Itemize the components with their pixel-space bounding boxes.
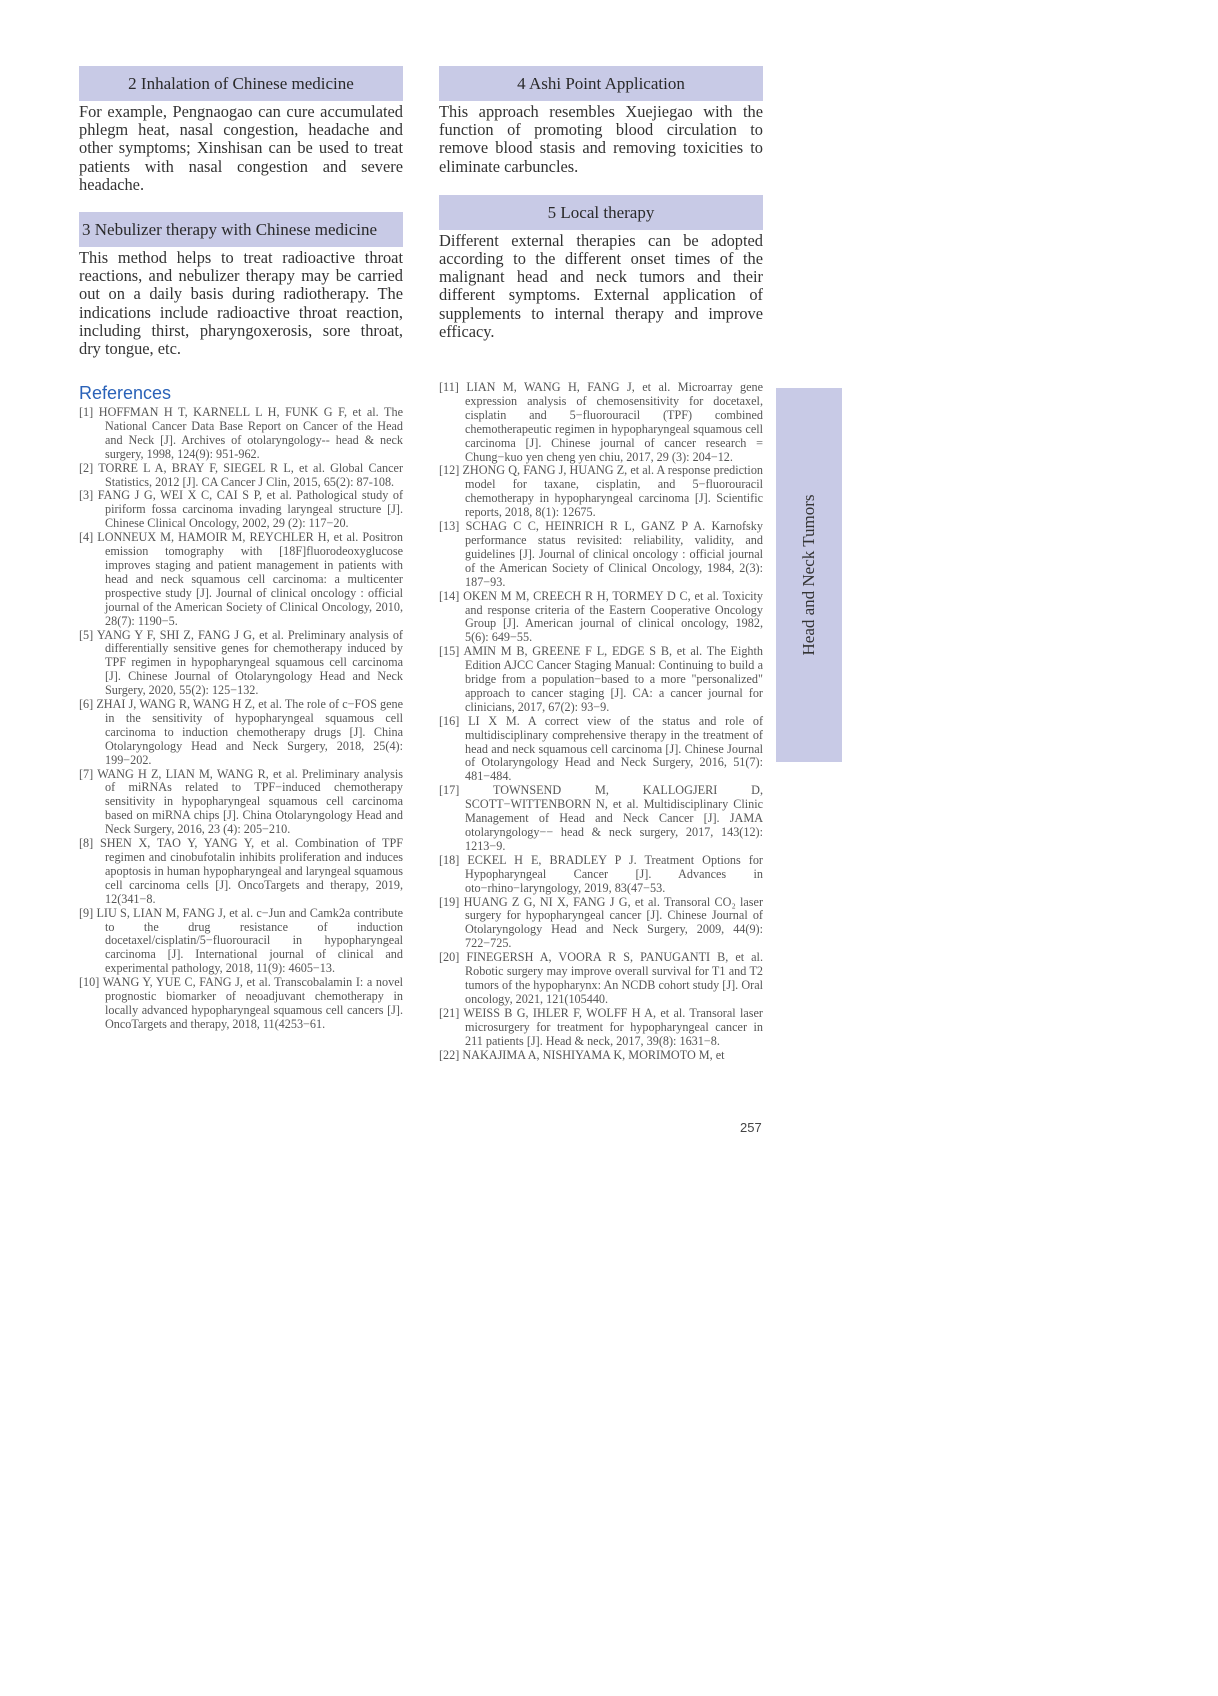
reference-text: SCHAG C C, HEINRICH R L, GANZ P A. Karnofsky performance status revisited: reliability, validity, and guidelines [J]. Journal of clinical oncology : official journal of the American Society of Clinical Oncology, 1984, 2(3): 187−93. <box>465 519 763 589</box>
reference-number: [1] <box>79 405 94 419</box>
reference-item <box>439 1007 763 1049</box>
reference-text: SHEN X, TAO Y, YANG Y, et al. Combination of TPF regimen and cinobufotalin inhibits proliferation and induces apoptosis in human hypopharyngeal and laryngeal squamous cell carcinoma cells [J]. OncoTargets and therapy, 2019, 12(341−8. <box>99 836 403 906</box>
reference-number: [3] <box>79 488 94 503</box>
reference-text: TORRE L A, BRAY F, SIEGEL R L, et al. Global Cancer Statistics, 2012 [J]. CA Cancer J Clin, 2015, 65(2): 87-108. <box>98 460 403 489</box>
side-tab <box>776 388 842 762</box>
reference-item <box>79 462 403 490</box>
right-column <box>439 66 763 341</box>
section-heading-nebulizer: 3 Nebulizer therapy with Chinese medicine <box>79 212 403 247</box>
side-tab-label: Head and Neck Tumors <box>799 494 818 656</box>
reference-text: LIAN M, WANG H, FANG J, et al. Microarray gene expression analysis of chemosensitivity for docetaxel, cisplatin and 5−fluorouracil (TPF) combined chemotherapeutic regimen in hypopharyngeal squamous cell carcinoma [J]. Chinese journal of cancer research = Chung−kuo yen cheng yen chiu, 2017, 29 (3): 204−12. <box>465 380 764 464</box>
reference-text: ZHAI J, WANG R, WANG H Z, et al. The role of c−FOS gene in the sensitivity of hypopharyngeal squamous cell carcinoma to induction chemotherapy drugs [J]. China Otolaryngology Head and Neck Surgery, 2018, 25(4): 199−202. <box>96 697 403 767</box>
reference-number: [18] <box>439 852 460 867</box>
reference-item <box>79 837 403 907</box>
reference-text: AMIN M B, GREENE F L, EDGE S B, et al. The Eighth Edition AJCC Cancer Staging Manual: Continuing to build a bridge from a population−based to a more "personalized" approach to cancer staging [J]. CA: a cancer journal for clinicians, 2017, 67(2): 93−9. <box>463 644 764 714</box>
page-number: 257 <box>740 1120 762 1135</box>
reference-number: [7] <box>79 766 94 781</box>
references-right <box>439 381 763 1062</box>
reference-item <box>439 520 763 590</box>
references-left <box>79 383 403 1032</box>
reference-text: ZHONG Q, FANG J, HUANG Z, et al. A response prediction model for taxane, cisplatin, and 5−fluorouracil chemotherapy in hypopharyngeal carcinoma [J]. Scientific reports, 2018, 8(1): 12675. <box>462 463 764 520</box>
reference-item <box>79 629 403 699</box>
reference-number: [21] <box>439 1005 460 1020</box>
reference-number: [14] <box>439 588 460 603</box>
reference-number: [10] <box>79 975 100 990</box>
section-body-nebulizer: This method helps to treat radioactive throat reactions, and nebulizer therapy may be carried out on a daily basis during radiotherapy. The indications include radioactive throat reaction, including thirst, pharyngoxerosis, sore throat, dry tongue, etc. <box>79 248 403 359</box>
reference-item <box>439 715 763 785</box>
reference-number: [9] <box>79 905 94 920</box>
reference-item <box>439 854 763 896</box>
reference-text: HOFFMAN H T, KARNELL L H, FUNK G F, et al. The National Cancer Data Base Report on Cancer of the Head and Neck [J]. Archives of otolaryngology-- head & neck surgery, 1998, 124(9): 951-962. <box>98 405 403 461</box>
reference-number: [17] <box>439 783 460 798</box>
reference-text: NAKAJIMA A, NISHIYAMA K, MORIMOTO M, et <box>462 1047 725 1062</box>
reference-item <box>79 489 403 531</box>
reference-number: [12] <box>439 463 460 478</box>
reference-number: [13] <box>439 519 460 534</box>
reference-item <box>439 464 763 520</box>
section-heading-inhalation: 2 Inhalation of Chinese medicine <box>79 66 403 101</box>
reference-text: HUANG Z G, NI X, FANG J G, et al. Transoral CO₂ laser surgery for hypopharyngeal cancer [J]. Chinese Journal of Otolaryngology Head and Neck Surgery, 2009, 44(9): 722−725. <box>463 894 764 951</box>
section-heading-local-therapy: 5 Local therapy <box>439 195 763 230</box>
reference-number: [5] <box>79 627 94 642</box>
reference-item <box>439 784 763 854</box>
reference-number: [11] <box>439 380 459 394</box>
reference-item <box>79 976 403 1032</box>
section-heading-ashi: 4 Ashi Point Application <box>439 66 763 101</box>
reference-item <box>79 768 403 838</box>
reference-text: WANG H Z, LIAN M, WANG R, et al. Preliminary analysis of miRNAs related to TPF−induced chemotherapy sensitivity in hypopharyngeal squamous cell carcinoma based on miRNA chips [J]. China Otolaryngology Head and Neck Surgery, 2016, 23 (4): 205−210. <box>97 766 403 837</box>
reference-item <box>79 406 403 462</box>
reference-number: [16] <box>439 713 460 728</box>
reference-item <box>79 698 403 768</box>
reference-number: [22] <box>439 1047 460 1062</box>
references-heading: References <box>79 383 172 403</box>
reference-text: YANG Y F, SHI Z, FANG J G, et al. Preliminary analysis of differentially sensitive genes for chemotherapy induced by TPF regimen in hypopharyngeal squamous cell carcinoma [J]. Chinese Journal of Otolaryngology Head and Neck Surgery, 2020, 55(2): 125−132. <box>96 627 403 698</box>
reference-text: FINEGERSH A, VOORA R S, PANUGANTI B, et al. Robotic surgery may improve overall survival for T1 and T2 tumors of the hypopharynx: An NCDB cohort study [J]. Oral oncology, 2021, 121(105440. <box>465 950 763 1006</box>
reference-text: LONNEUX M, HAMOIR M, REYCHLER H, et al. Positron emission tomography with [18F]fluorodeoxyglucose improves staging and patient management in patients with head and neck squamous cell carcinoma: a multicenter prospective study [J]. Journal of clinical oncology : official journal of the American Society of Clinical Oncology, 2010, 28(7): 1190−5. <box>97 530 403 628</box>
reference-item <box>439 645 763 715</box>
reference-text: WEISS B G, IHLER F, WOLFF H A, et al. Transoral laser microsurgery for treatment for hypopharyngeal cancer in 211 patients [J]. Head & neck, 2017, 39(8): 1631−8. <box>463 1005 763 1048</box>
reference-text: LIU S, LIAN M, FANG J, et al. c−Jun and Camk2a contribute to the drug resistance of induction docetaxel/cisplatin/5−fluorouracil in hypopharyngeal carcinoma [J]. International journal of clinical and experimental pathology, 2018, 11(9): 4605−13. <box>96 905 403 976</box>
reference-number: [19] <box>439 894 460 909</box>
reference-number: [4] <box>79 530 94 545</box>
left-column <box>79 66 403 358</box>
reference-item <box>439 381 763 464</box>
section-body-inhalation: For example, Pengnaogao can cure accumulated phlegm heat, nasal congestion, headache and other symptoms; Xinshisan can be used to treat patients with nasal congestion and severe headache. <box>79 102 403 194</box>
reference-item <box>439 951 763 1007</box>
reference-number: [6] <box>79 697 94 712</box>
reference-text: LI X M. A correct view of the status and role of multidisciplinary comprehensive therapy in the treatment of head and neck squamous cell carcinoma [J]. Chinese Journal of Otolaryngology Head and Neck Surgery, 2016, 51(7): 481−484. <box>465 713 764 784</box>
reference-item <box>79 907 403 977</box>
reference-text: TOWNSEND M, KALLOGJERI D, SCOTT−WITTENBORN N, et al. Multidisciplinary Clinic Management of Head and Neck Cancer [J]. JAMA otolaryngology−− head & neck surgery, 2017, 143(12): 1213−9. <box>465 783 764 853</box>
section-body-ashi: This approach resembles Xuejiegao with the function of promoting blood circulation to remove blood stasis and removing toxicities to eliminate carbuncles. <box>439 102 763 176</box>
reference-number: [15] <box>439 644 460 659</box>
section-body-local-therapy: Different external therapies can be adopted according to the different onset times of the malignant head and neck tumors and their different symptoms. External application of supplements to internal therapy and improve efficacy. <box>439 230 763 341</box>
reference-item <box>439 590 763 646</box>
reference-text: ECKEL H E, BRADLEY P J. Treatment Options for Hypopharyngeal Cancer [J]. Advances in oto−rhino−laryngology, 2019, 83(47−53. <box>465 852 763 895</box>
reference-item <box>439 1049 763 1063</box>
reference-text: WANG Y, YUE C, FANG J, et al. Transcobalamin I: a novel prognostic biomarker of neoadjuvant chemotherapy in locally advanced hypopharyngeal squamous cell cancers [J]. OncoTargets and therapy, 2018, 11(4253−61. <box>102 975 403 1031</box>
reference-number: [2] <box>79 460 94 475</box>
reference-item <box>439 896 763 952</box>
reference-number: [8] <box>79 836 94 851</box>
reference-number: [20] <box>439 950 460 965</box>
reference-text: FANG J G, WEI X C, CAI S P, et al. Pathological study of piriform fossa carcinoma invading laryngeal structure [J]. Chinese Clinical Oncology, 2002, 29 (2): 117−20. <box>97 488 404 531</box>
reference-item <box>79 531 403 628</box>
reference-text: OKEN M M, CREECH R H, TORMEY D C, et al. Toxicity and response criteria of the Eastern Cooperative Oncology Group [J]. American journal of clinical oncology, 1982, 5(6): 649−55. <box>463 588 764 645</box>
